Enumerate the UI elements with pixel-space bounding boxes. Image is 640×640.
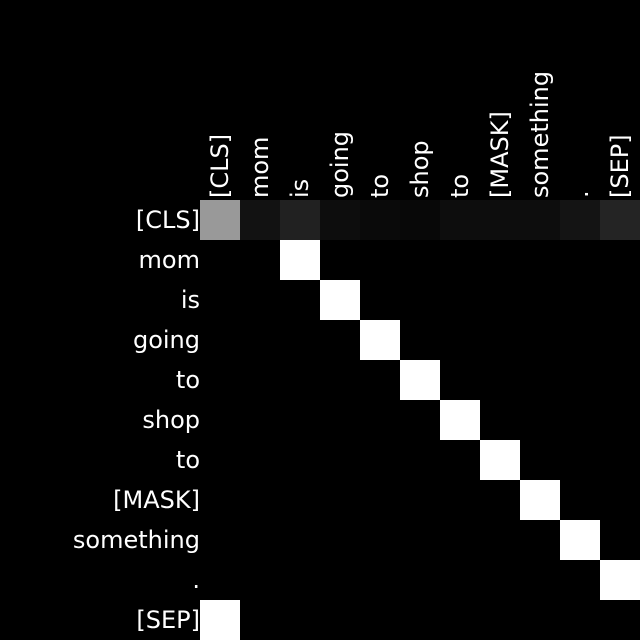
heatmap-cell-r2-c9	[560, 280, 600, 320]
heatmap-cell-r7-c4	[360, 480, 400, 520]
heatmap-cell-r6-c4	[360, 440, 400, 480]
heatmap-cell-r9-c10	[600, 560, 640, 600]
heatmap-cell-r4-c10	[600, 360, 640, 400]
heatmap-cell-r4-c8	[520, 360, 560, 400]
heatmap-cell-r8-c5	[400, 520, 440, 560]
heatmap-cell-r6-c0	[200, 440, 240, 480]
heatmap-cell-r0-c6	[440, 200, 480, 240]
heatmap-cell-r1-c4	[360, 240, 400, 280]
heatmap-cell-r2-c5	[400, 280, 440, 320]
heatmap-cell-r3-c3	[320, 320, 360, 360]
heatmap-cell-r2-c7	[480, 280, 520, 320]
heatmap-cell-r3-c6	[440, 320, 480, 360]
y-tick-label: [MASK]	[113, 486, 200, 514]
heatmap-cell-r8-c3	[320, 520, 360, 560]
heatmap-cell-r4-c6	[440, 360, 480, 400]
heatmap-cell-r1-c10	[600, 240, 640, 280]
x-tick-label: [SEP]	[606, 134, 634, 198]
heatmap-cell-r10-c9	[560, 600, 600, 640]
heatmap-cell-r8-c2	[280, 520, 320, 560]
heatmap-cell-r2-c8	[520, 280, 560, 320]
y-tick-label: .	[192, 566, 200, 594]
heatmap-cell-r5-c5	[400, 400, 440, 440]
heatmap-cell-r6-c3	[320, 440, 360, 480]
heatmap-cell-r5-c4	[360, 400, 400, 440]
heatmap-cell-r10-c2	[280, 600, 320, 640]
heatmap-cell-r0-c4	[360, 200, 400, 240]
heatmap-cell-r1-c7	[480, 240, 520, 280]
heatmap-cell-r6-c10	[600, 440, 640, 480]
heatmap-cell-r4-c7	[480, 360, 520, 400]
heatmap-cell-r3-c7	[480, 320, 520, 360]
heatmap-cell-r9-c3	[320, 560, 360, 600]
heatmap-cell-r4-c4	[360, 360, 400, 400]
heatmap-cell-r3-c1	[240, 320, 280, 360]
heatmap-cell-r10-c8	[520, 600, 560, 640]
heatmap-cell-r5-c1	[240, 400, 280, 440]
heatmap-cell-r7-c3	[320, 480, 360, 520]
x-tick-label: to	[366, 173, 394, 198]
heatmap-cell-r2-c2	[280, 280, 320, 320]
heatmap-cell-r3-c10	[600, 320, 640, 360]
heatmap-cell-r10-c1	[240, 600, 280, 640]
heatmap-cell-r10-c7	[480, 600, 520, 640]
heatmap-cell-r3-c0	[200, 320, 240, 360]
x-tick-label: to	[446, 173, 474, 198]
heatmap-cell-r6-c1	[240, 440, 280, 480]
x-tick-label: shop	[406, 140, 434, 198]
heatmap-cell-r1-c1	[240, 240, 280, 280]
heatmap-cell-r4-c0	[200, 360, 240, 400]
heatmap-cell-r9-c2	[280, 560, 320, 600]
heatmap-cell-r10-c4	[360, 600, 400, 640]
heatmap-cell-r8-c6	[440, 520, 480, 560]
heatmap-cell-r8-c1	[240, 520, 280, 560]
y-tick-label: mom	[138, 246, 200, 274]
heatmap-cell-r7-c9	[560, 480, 600, 520]
heatmap-cell-r1-c8	[520, 240, 560, 280]
heatmap-cell-r7-c2	[280, 480, 320, 520]
y-tick-label: something	[72, 526, 200, 554]
heatmap-cell-r8-c0	[200, 520, 240, 560]
heatmap-cell-r5-c8	[520, 400, 560, 440]
heatmap-cell-r10-c0	[200, 600, 240, 640]
heatmap-cell-r9-c9	[560, 560, 600, 600]
heatmap-cell-r6-c5	[400, 440, 440, 480]
x-tick-label: mom	[246, 136, 274, 198]
heatmap-cell-r7-c5	[400, 480, 440, 520]
x-tick-label: [CLS]	[206, 133, 234, 198]
heatmap-cell-r2-c3	[320, 280, 360, 320]
heatmap-cell-r7-c0	[200, 480, 240, 520]
heatmap-cell-r6-c2	[280, 440, 320, 480]
heatmap-cell-r2-c6	[440, 280, 480, 320]
heatmap-cell-r6-c7	[480, 440, 520, 480]
heatmap-cell-r4-c9	[560, 360, 600, 400]
heatmap-cell-r2-c0	[200, 280, 240, 320]
heatmap-cell-r4-c3	[320, 360, 360, 400]
heatmap-cell-r5-c10	[600, 400, 640, 440]
heatmap-cell-r0-c5	[400, 200, 440, 240]
heatmap-cell-r8-c7	[480, 520, 520, 560]
heatmap-cell-r1-c3	[320, 240, 360, 280]
heatmap-cell-r9-c8	[520, 560, 560, 600]
heatmap-cell-r0-c2	[280, 200, 320, 240]
heatmap-cell-r8-c10	[600, 520, 640, 560]
heatmap-cell-r4-c2	[280, 360, 320, 400]
heatmap-cell-r3-c5	[400, 320, 440, 360]
heatmap-cell-r6-c9	[560, 440, 600, 480]
heatmap-cell-r9-c7	[480, 560, 520, 600]
x-tick-label: .	[566, 190, 594, 198]
heatmap-cell-r3-c4	[360, 320, 400, 360]
heatmap-cell-r5-c6	[440, 400, 480, 440]
heatmap-cell-r0-c0	[200, 200, 240, 240]
heatmap-cell-r8-c9	[560, 520, 600, 560]
heatmap-cell-r10-c6	[440, 600, 480, 640]
heatmap-cell-r8-c4	[360, 520, 400, 560]
heatmap-cell-r0-c3	[320, 200, 360, 240]
heatmap-cell-r1-c0	[200, 240, 240, 280]
heatmap-cell-r7-c10	[600, 480, 640, 520]
heatmap-cell-r7-c1	[240, 480, 280, 520]
heatmap-cell-r3-c8	[520, 320, 560, 360]
x-tick-label: is	[286, 178, 314, 198]
heatmap-cell-r0-c1	[240, 200, 280, 240]
y-tick-label: [SEP]	[136, 606, 200, 634]
heatmap-cell-r10-c5	[400, 600, 440, 640]
heatmap-cell-r8-c8	[520, 520, 560, 560]
y-tick-label: to	[175, 446, 200, 474]
heatmap-cell-r1-c6	[440, 240, 480, 280]
heatmap-cell-r4-c5	[400, 360, 440, 400]
heatmap-cell-r9-c0	[200, 560, 240, 600]
y-tick-label: to	[175, 366, 200, 394]
heatmap-cell-r5-c0	[200, 400, 240, 440]
heatmap-cell-r10-c3	[320, 600, 360, 640]
heatmap-cell-r0-c9	[560, 200, 600, 240]
y-tick-label: going	[132, 326, 200, 354]
heatmap-cell-r5-c9	[560, 400, 600, 440]
heatmap-cell-r3-c9	[560, 320, 600, 360]
heatmap-cell-r4-c1	[240, 360, 280, 400]
heatmap-cell-r7-c6	[440, 480, 480, 520]
heatmap-cell-r9-c5	[400, 560, 440, 600]
heatmap-cell-r7-c8	[520, 480, 560, 520]
heatmap-cell-r2-c10	[600, 280, 640, 320]
heatmap-cell-r6-c8	[520, 440, 560, 480]
x-tick-label: something	[526, 70, 554, 198]
heatmap-cell-r9-c4	[360, 560, 400, 600]
heatmap-cell-r1-c9	[560, 240, 600, 280]
heatmap-cell-r0-c8	[520, 200, 560, 240]
heatmap-cell-r2-c4	[360, 280, 400, 320]
y-tick-label: [CLS]	[135, 206, 200, 234]
heatmap-cell-r0-c7	[480, 200, 520, 240]
heatmap-cell-r9-c1	[240, 560, 280, 600]
heatmap-cell-r6-c6	[440, 440, 480, 480]
y-tick-label: shop	[142, 406, 200, 434]
heatmap-cell-r1-c2	[280, 240, 320, 280]
heatmap-cell-r1-c5	[400, 240, 440, 280]
x-tick-label: [MASK]	[486, 111, 514, 198]
heatmap-cell-r3-c2	[280, 320, 320, 360]
heatmap-cell-r2-c1	[240, 280, 280, 320]
heatmap-cell-r10-c10	[600, 600, 640, 640]
heatmap-cells	[200, 200, 640, 640]
heatmap-cell-r5-c3	[320, 400, 360, 440]
heatmap-cell-r7-c7	[480, 480, 520, 520]
x-tick-label: going	[326, 130, 354, 198]
heatmap-cell-r5-c2	[280, 400, 320, 440]
y-tick-label: is	[180, 286, 200, 314]
heatmap-cell-r9-c6	[440, 560, 480, 600]
heatmap-cell-r5-c7	[480, 400, 520, 440]
heatmap-cell-r0-c10	[600, 200, 640, 240]
